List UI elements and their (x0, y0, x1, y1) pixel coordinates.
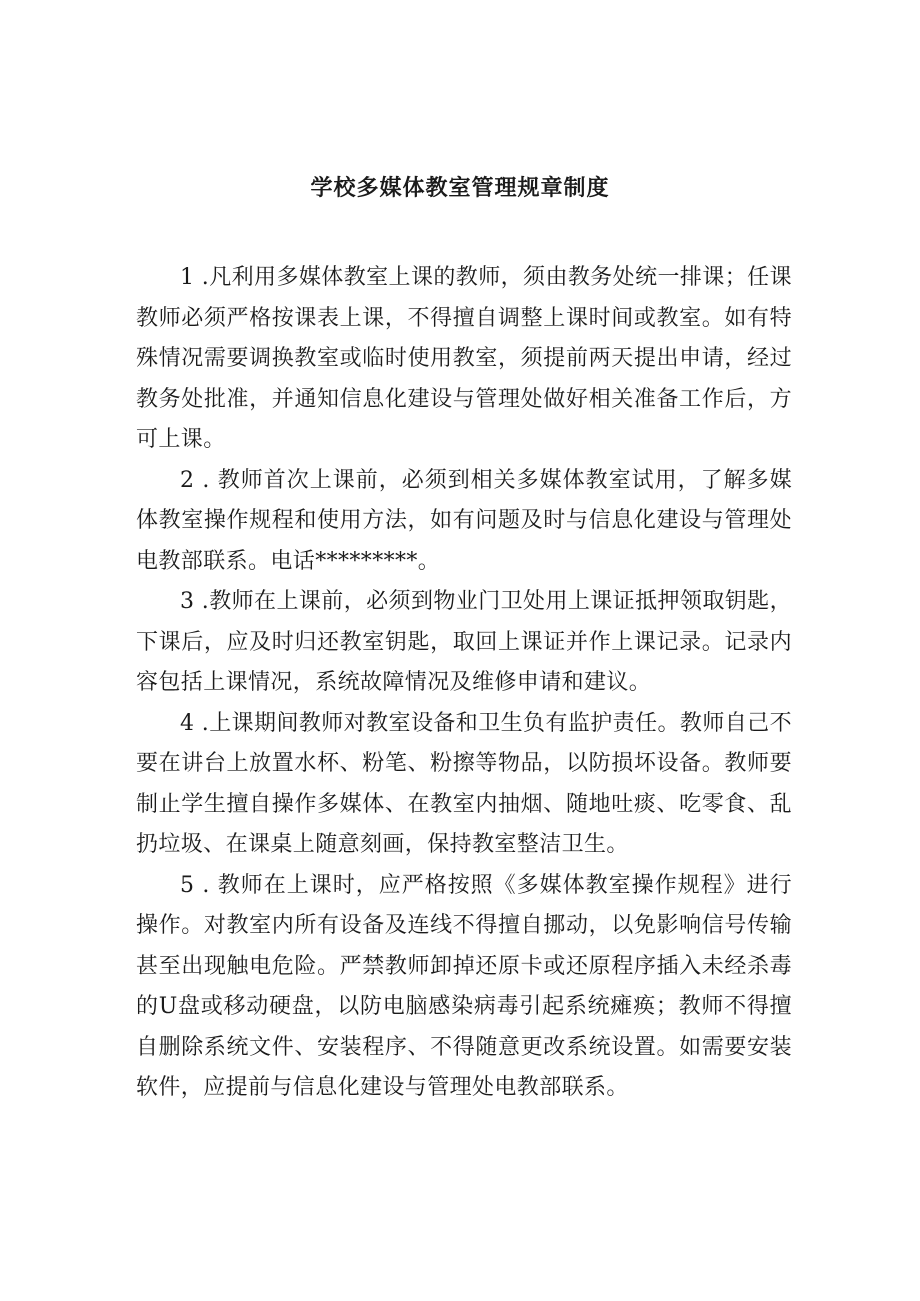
rule-paragraph-3: 3 .教师在上课前，必须到物业门卫处用上课证抵押领取钥匙，下课后，应及时归还教室钥匙，取回上课证并作上课记录。记录内容包括上课情况，系统故障情况及维修申请和建议。 (136, 589, 792, 695)
rule-paragraph-2: 2 . 教师首次上课前，必须到相关多媒体教室试用，了解多媒体教室操作规程和使用方法，如有问题及时与信息化建设与管理处电教部联系。电话*********。 (136, 467, 792, 574)
rule-paragraph-1: 1 .凡利用多媒体教室上课的教师，须由教务处统一排课；任课教师必须严格按课表上课，不得擅自调整上课时间或教室。如有特殊情况需要调换教室或临时使用教室，须提前两天提出申请，经过教务处批准，并通知信息化建设与管理处做好相关准备工作后，方可上课。 (136, 265, 792, 452)
rule-paragraph-4: 4 .上课期间教师对教室设备和卫生负有监护责任。教师自己不要在讲台上放置水杯、粉笔、粉擦等物品，以防损坏设备。教师要制止学生擅自操作多媒体、在教室内抽烟、随地吐痰、吃零食、乱扔垃圾、在课桌上随意刻画，保持教室整洁卫生。 (136, 710, 792, 857)
document-title: 学校多媒体教室管理规章制度 (310, 175, 610, 201)
rule-paragraph-5: 5 . 教师在上课时，应严格按照《多媒体教室操作规程》进行操作。对教室内所有设备及连线不得擅自挪动，以免影响信号传输甚至出现触电危险。严禁教师卸掉还原卡或还原程序插入未经杀毒的U盘或移动硬盘，以防电脑感染病毒引起系统瘫痪；教师不得擅自删除系统文件、安装程序、不得随意更改系统设置。如需要安装软件，应提前与信息化建设与管理处电教部联系。 (136, 872, 792, 1100)
document-body (136, 258, 792, 1109)
